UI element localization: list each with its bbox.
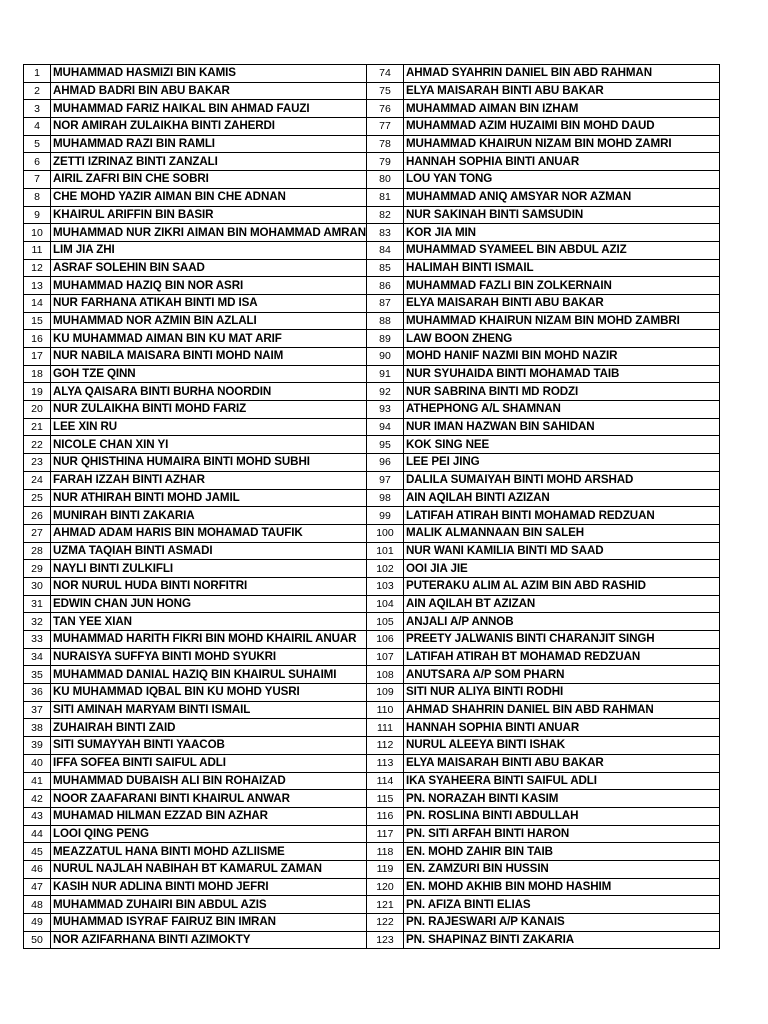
row-number-right: 112 bbox=[366, 737, 403, 755]
student-name-right: HANNAH SOPHIA BINTI ANUAR bbox=[403, 719, 719, 737]
table-row bbox=[24, 931, 720, 949]
row-number-left: 25 bbox=[24, 489, 51, 507]
student-name-left: NUR QHISTHINA HUMAIRA BINTI MOHD SUBHI bbox=[51, 454, 367, 472]
table-row bbox=[24, 613, 720, 631]
table-row bbox=[24, 666, 720, 684]
table-row bbox=[24, 401, 720, 419]
student-name-right: PN. RAJESWARI A/P KANAIS bbox=[403, 914, 719, 932]
row-number-left: 28 bbox=[24, 542, 51, 560]
row-number-left: 9 bbox=[24, 206, 51, 224]
student-name-right: LEE PEI JING bbox=[403, 454, 719, 472]
row-number-right: 119 bbox=[366, 860, 403, 878]
row-number-right: 120 bbox=[366, 878, 403, 896]
student-name-left: AHMAD ADAM HARIS BIN MOHAMAD TAUFIK bbox=[51, 524, 367, 542]
row-number-left: 46 bbox=[24, 860, 51, 878]
row-number-right: 121 bbox=[366, 896, 403, 914]
row-number-right: 78 bbox=[366, 135, 403, 153]
table-row bbox=[24, 294, 720, 312]
student-name-right: NUR WANI KAMILIA BINTI MD SAAD bbox=[403, 542, 719, 560]
row-number-right: 93 bbox=[366, 401, 403, 419]
table-row bbox=[24, 507, 720, 525]
row-number-right: 81 bbox=[366, 188, 403, 206]
student-name-right: HANNAH SOPHIA BINTI ANUAR bbox=[403, 153, 719, 171]
student-name-right: MUHAMMAD FAZLI BIN ZOLKERNAIN bbox=[403, 277, 719, 295]
row-number-right: 113 bbox=[366, 754, 403, 772]
row-number-right: 117 bbox=[366, 825, 403, 843]
row-number-right: 77 bbox=[366, 118, 403, 136]
table-row bbox=[24, 684, 720, 702]
table-row bbox=[24, 348, 720, 366]
table-row bbox=[24, 542, 720, 560]
student-name-right: MUHAMMAD SYAMEEL BIN ABDUL AZIZ bbox=[403, 241, 719, 259]
table-row bbox=[24, 224, 720, 242]
row-number-right: 90 bbox=[366, 348, 403, 366]
table-row bbox=[24, 454, 720, 472]
student-name-left: MUHAMMAD DANIAL HAZIQ BIN KHAIRUL SUHAIMI bbox=[51, 666, 367, 684]
student-name-left: EDWIN CHAN JUN HONG bbox=[51, 595, 367, 613]
table-row bbox=[24, 524, 720, 542]
student-name-right: LATIFAH ATIRAH BINTI MOHAMAD REDZUAN bbox=[403, 507, 719, 525]
row-number-left: 16 bbox=[24, 330, 51, 348]
row-number-left: 35 bbox=[24, 666, 51, 684]
table-row bbox=[24, 100, 720, 118]
row-number-left: 33 bbox=[24, 631, 51, 649]
row-number-left: 11 bbox=[24, 241, 51, 259]
row-number-right: 82 bbox=[366, 206, 403, 224]
row-number-right: 110 bbox=[366, 701, 403, 719]
student-name-right: PN. AFIZA BINTI ELIAS bbox=[403, 896, 719, 914]
table-row bbox=[24, 560, 720, 578]
student-name-left: LIM JIA ZHI bbox=[51, 241, 367, 259]
student-name-left: IFFA SOFEA BINTI SAIFUL ADLI bbox=[51, 754, 367, 772]
student-name-left: KU MUHAMMAD IQBAL BIN KU MOHD YUSRI bbox=[51, 684, 367, 702]
student-name-right: SITI NUR ALIYA BINTI RODHI bbox=[403, 684, 719, 702]
row-number-left: 21 bbox=[24, 418, 51, 436]
table-row bbox=[24, 241, 720, 259]
row-number-left: 38 bbox=[24, 719, 51, 737]
row-number-left: 27 bbox=[24, 524, 51, 542]
student-name-right: AHMAD SYAHRIN DANIEL BIN ABD RAHMAN bbox=[403, 65, 719, 83]
row-number-right: 89 bbox=[366, 330, 403, 348]
student-name-left: MUHAMMAD FARIZ HAIKAL BIN AHMAD FAUZI bbox=[51, 100, 367, 118]
student-name-right: PN. ROSLINA BINTI ABDULLAH bbox=[403, 807, 719, 825]
row-number-left: 40 bbox=[24, 754, 51, 772]
student-name-right: NUR SABRINA BINTI MD RODZI bbox=[403, 383, 719, 401]
table-row bbox=[24, 65, 720, 83]
row-number-left: 13 bbox=[24, 277, 51, 295]
row-number-right: 123 bbox=[366, 931, 403, 949]
student-name-right: LOU YAN TONG bbox=[403, 171, 719, 189]
student-name-left: NUR ATHIRAH BINTI MOHD JAMIL bbox=[51, 489, 367, 507]
row-number-left: 8 bbox=[24, 188, 51, 206]
row-number-right: 97 bbox=[366, 471, 403, 489]
student-name-left: NAYLI BINTI ZULKIFLI bbox=[51, 560, 367, 578]
student-name-left: NOR AMIRAH ZULAIKHA BINTI ZAHERDI bbox=[51, 118, 367, 136]
table-row bbox=[24, 577, 720, 595]
student-name-right: LATIFAH ATIRAH BT MOHAMAD REDZUAN bbox=[403, 648, 719, 666]
student-name-left: AHMAD BADRI BIN ABU BAKAR bbox=[51, 82, 367, 100]
student-name-right: HALIMAH BINTI ISMAIL bbox=[403, 259, 719, 277]
student-name-right: KOK SING NEE bbox=[403, 436, 719, 454]
student-name-right: NURUL ALEEYA BINTI ISHAK bbox=[403, 737, 719, 755]
student-name-left: MUHAMMAD ZUHAIRI BIN ABDUL AZIS bbox=[51, 896, 367, 914]
student-name-right: MOHD HANIF NAZMI BIN MOHD NAZIR bbox=[403, 348, 719, 366]
student-name-left: NUR NABILA MAISARA BINTI MOHD NAIM bbox=[51, 348, 367, 366]
student-name-left: TAN YEE XIAN bbox=[51, 613, 367, 631]
row-number-right: 74 bbox=[366, 65, 403, 83]
student-name-left: ZUHAIRAH BINTI ZAID bbox=[51, 719, 367, 737]
table-row bbox=[24, 631, 720, 649]
table-row bbox=[24, 790, 720, 808]
row-number-left: 6 bbox=[24, 153, 51, 171]
student-name-right: MUHAMMAD KHAIRUN NIZAM BIN MOHD ZAMBRI bbox=[403, 312, 719, 330]
row-number-left: 18 bbox=[24, 365, 51, 383]
row-number-right: 99 bbox=[366, 507, 403, 525]
student-name-right: ANJALI A/P ANNOB bbox=[403, 613, 719, 631]
row-number-left: 10 bbox=[24, 224, 51, 242]
row-number-left: 14 bbox=[24, 294, 51, 312]
row-number-right: 104 bbox=[366, 595, 403, 613]
row-number-right: 122 bbox=[366, 914, 403, 932]
table-row bbox=[24, 701, 720, 719]
student-name-left: MUHAMAD HILMAN EZZAD BIN AZHAR bbox=[51, 807, 367, 825]
student-name-left: MUHAMMAD DUBAISH ALI BIN ROHAIZAD bbox=[51, 772, 367, 790]
student-name-left: ZETTI IZRINAZ BINTI ZANZALI bbox=[51, 153, 367, 171]
student-name-left: KHAIRUL ARIFFIN BIN BASIR bbox=[51, 206, 367, 224]
row-number-left: 17 bbox=[24, 348, 51, 366]
table-row bbox=[24, 418, 720, 436]
row-number-left: 7 bbox=[24, 171, 51, 189]
student-name-left: MUHAMMAD NUR ZIKRI AIMAN BIN MOHAMMAD AMRAN bbox=[51, 224, 367, 242]
student-name-left: NURUL NAJLAH NABIHAH BT KAMARUL ZAMAN bbox=[51, 860, 367, 878]
student-name-left: FARAH IZZAH BINTI AZHAR bbox=[51, 471, 367, 489]
table-row bbox=[24, 383, 720, 401]
row-number-right: 75 bbox=[366, 82, 403, 100]
student-name-right: AIN AQILAH BT AZIZAN bbox=[403, 595, 719, 613]
row-number-right: 114 bbox=[366, 772, 403, 790]
student-name-left: LOOI QING PENG bbox=[51, 825, 367, 843]
student-name-left: ASRAF SOLEHIN BIN SAAD bbox=[51, 259, 367, 277]
table-row bbox=[24, 171, 720, 189]
student-name-right: PN. SHAPINAZ BINTI ZAKARIA bbox=[403, 931, 719, 949]
student-name-left: UZMA TAQIAH BINTI ASMADI bbox=[51, 542, 367, 560]
student-name-left: ALYA QAISARA BINTI BURHA NOORDIN bbox=[51, 383, 367, 401]
row-number-left: 50 bbox=[24, 931, 51, 949]
table-row bbox=[24, 914, 720, 932]
student-name-right: MUHAMMAD AZIM HUZAIMI BIN MOHD DAUD bbox=[403, 118, 719, 136]
table-row bbox=[24, 807, 720, 825]
row-number-right: 107 bbox=[366, 648, 403, 666]
student-name-right: ANUTSARA A/P SOM PHARN bbox=[403, 666, 719, 684]
row-number-right: 115 bbox=[366, 790, 403, 808]
row-number-left: 20 bbox=[24, 401, 51, 419]
student-name-right: MALIK ALMANNAAN BIN SALEH bbox=[403, 524, 719, 542]
table-row bbox=[24, 153, 720, 171]
student-name-left: MUHAMMAD HARITH FIKRI BIN MOHD KHAIRIL ANUAR bbox=[51, 631, 367, 649]
row-number-left: 4 bbox=[24, 118, 51, 136]
student-name-left: MUHAMMAD RAZI BIN RAMLI bbox=[51, 135, 367, 153]
table-row bbox=[24, 489, 720, 507]
student-name-left: MEAZZATUL HANA BINTI MOHD AZLIISME bbox=[51, 843, 367, 861]
student-name-left: NOR NURUL HUDA BINTI NORFITRI bbox=[51, 577, 367, 595]
student-name-left: MUNIRAH BINTI ZAKARIA bbox=[51, 507, 367, 525]
row-number-left: 15 bbox=[24, 312, 51, 330]
table-row bbox=[24, 825, 720, 843]
row-number-right: 96 bbox=[366, 454, 403, 472]
student-name-right: EN. MOHD ZAHIR BIN TAIB bbox=[403, 843, 719, 861]
table-row bbox=[24, 118, 720, 136]
student-name-left: CHE MOHD YAZIR AIMAN BIN CHE ADNAN bbox=[51, 188, 367, 206]
student-name-right: LAW BOON ZHENG bbox=[403, 330, 719, 348]
student-name-left: GOH TZE QINN bbox=[51, 365, 367, 383]
student-name-right: ELYA MAISARAH BINTI ABU BAKAR bbox=[403, 754, 719, 772]
student-name-right: MUHAMMAD ANIQ AMSYAR NOR AZMAN bbox=[403, 188, 719, 206]
table-row bbox=[24, 206, 720, 224]
table-row bbox=[24, 878, 720, 896]
student-name-right: NUR SAKINAH BINTI SAMSUDIN bbox=[403, 206, 719, 224]
row-number-right: 92 bbox=[366, 383, 403, 401]
student-name-right: MUHAMMAD AIMAN BIN IZHAM bbox=[403, 100, 719, 118]
name-list-body bbox=[24, 65, 720, 949]
row-number-right: 83 bbox=[366, 224, 403, 242]
row-number-left: 44 bbox=[24, 825, 51, 843]
row-number-left: 29 bbox=[24, 560, 51, 578]
student-name-left: NUR FARHANA ATIKAH BINTI MD ISA bbox=[51, 294, 367, 312]
student-name-left: AIRIL ZAFRI BIN CHE SOBRI bbox=[51, 171, 367, 189]
row-number-left: 41 bbox=[24, 772, 51, 790]
table-row bbox=[24, 595, 720, 613]
row-number-right: 76 bbox=[366, 100, 403, 118]
student-name-right: OOI JIA JIE bbox=[403, 560, 719, 578]
table-row bbox=[24, 648, 720, 666]
row-number-left: 30 bbox=[24, 577, 51, 595]
table-row bbox=[24, 135, 720, 153]
student-name-right: ELYA MAISARAH BINTI ABU BAKAR bbox=[403, 294, 719, 312]
student-name-right: PN. SITI ARFAH BINTI HARON bbox=[403, 825, 719, 843]
row-number-left: 37 bbox=[24, 701, 51, 719]
table-row bbox=[24, 754, 720, 772]
row-number-left: 43 bbox=[24, 807, 51, 825]
table-row bbox=[24, 188, 720, 206]
row-number-left: 31 bbox=[24, 595, 51, 613]
row-number-right: 103 bbox=[366, 577, 403, 595]
row-number-right: 116 bbox=[366, 807, 403, 825]
student-name-right: ELYA MAISARAH BINTI ABU BAKAR bbox=[403, 82, 719, 100]
row-number-left: 47 bbox=[24, 878, 51, 896]
table-row bbox=[24, 259, 720, 277]
row-number-left: 22 bbox=[24, 436, 51, 454]
row-number-right: 118 bbox=[366, 843, 403, 861]
student-name-right: PN. NORAZAH BINTI KASIM bbox=[403, 790, 719, 808]
row-number-right: 108 bbox=[366, 666, 403, 684]
row-number-left: 23 bbox=[24, 454, 51, 472]
student-name-left: SITI AMINAH MARYAM BINTI ISMAIL bbox=[51, 701, 367, 719]
row-number-right: 98 bbox=[366, 489, 403, 507]
table-row bbox=[24, 436, 720, 454]
row-number-right: 88 bbox=[366, 312, 403, 330]
student-name-left: LEE XIN RU bbox=[51, 418, 367, 436]
student-name-left: KU MUHAMMAD AIMAN BIN KU MAT ARIF bbox=[51, 330, 367, 348]
student-name-right: PUTERAKU ALIM AL AZIM BIN ABD RASHID bbox=[403, 577, 719, 595]
table-row bbox=[24, 277, 720, 295]
row-number-left: 48 bbox=[24, 896, 51, 914]
row-number-right: 102 bbox=[366, 560, 403, 578]
row-number-left: 26 bbox=[24, 507, 51, 525]
table-row bbox=[24, 843, 720, 861]
table-row bbox=[24, 82, 720, 100]
row-number-right: 94 bbox=[366, 418, 403, 436]
row-number-right: 85 bbox=[366, 259, 403, 277]
name-list-sheet bbox=[23, 64, 720, 949]
row-number-left: 42 bbox=[24, 790, 51, 808]
row-number-right: 79 bbox=[366, 153, 403, 171]
student-name-right: AIN AQILAH BINTI AZIZAN bbox=[403, 489, 719, 507]
table-row bbox=[24, 719, 720, 737]
table-row bbox=[24, 471, 720, 489]
name-list-table bbox=[23, 64, 720, 949]
table-row bbox=[24, 312, 720, 330]
student-name-right: MUHAMMAD KHAIRUN NIZAM BIN MOHD ZAMRI bbox=[403, 135, 719, 153]
row-number-left: 1 bbox=[24, 65, 51, 83]
row-number-left: 36 bbox=[24, 684, 51, 702]
row-number-right: 106 bbox=[366, 631, 403, 649]
student-name-left: MUHAMMAD HAZIQ BIN NOR ASRI bbox=[51, 277, 367, 295]
row-number-right: 87 bbox=[366, 294, 403, 312]
student-name-left: NOOR ZAAFARANI BINTI KHAIRUL ANWAR bbox=[51, 790, 367, 808]
row-number-left: 24 bbox=[24, 471, 51, 489]
row-number-right: 95 bbox=[366, 436, 403, 454]
row-number-left: 45 bbox=[24, 843, 51, 861]
row-number-left: 2 bbox=[24, 82, 51, 100]
row-number-right: 100 bbox=[366, 524, 403, 542]
student-name-right: ATHEPHONG A/L SHAMNAN bbox=[403, 401, 719, 419]
row-number-left: 49 bbox=[24, 914, 51, 932]
student-name-left: MUHAMMAD HASMIZI BIN KAMIS bbox=[51, 65, 367, 83]
student-name-left: KASIH NUR ADLINA BINTI MOHD JEFRI bbox=[51, 878, 367, 896]
student-name-right: EN. ZAMZURI BIN HUSSIN bbox=[403, 860, 719, 878]
student-name-right: NUR IMAN HAZWAN BIN SAHIDAN bbox=[403, 418, 719, 436]
student-name-right: KOR JIA MIN bbox=[403, 224, 719, 242]
student-name-left: MUHAMMAD NOR AZMIN BIN AZLALI bbox=[51, 312, 367, 330]
table-row bbox=[24, 737, 720, 755]
row-number-left: 39 bbox=[24, 737, 51, 755]
student-name-right: EN. MOHD AKHIB BIN MOHD HASHIM bbox=[403, 878, 719, 896]
student-name-right: AHMAD SHAHRIN DANIEL BIN ABD RAHMAN bbox=[403, 701, 719, 719]
row-number-right: 105 bbox=[366, 613, 403, 631]
student-name-left: MUHAMMAD ISYRAF FAIRUZ BIN IMRAN bbox=[51, 914, 367, 932]
student-name-right: PREETY JALWANIS BINTI CHARANJIT SINGH bbox=[403, 631, 719, 649]
row-number-left: 5 bbox=[24, 135, 51, 153]
row-number-right: 109 bbox=[366, 684, 403, 702]
row-number-left: 32 bbox=[24, 613, 51, 631]
table-row bbox=[24, 365, 720, 383]
row-number-left: 19 bbox=[24, 383, 51, 401]
row-number-right: 84 bbox=[366, 241, 403, 259]
student-name-left: NUR ZULAIKHA BINTI MOHD FARIZ bbox=[51, 401, 367, 419]
student-name-left: NOR AZIFARHANA BINTI AZIMOKTY bbox=[51, 931, 367, 949]
row-number-right: 91 bbox=[366, 365, 403, 383]
student-name-right: IKA SYAHEERA BINTI SAIFUL ADLI bbox=[403, 772, 719, 790]
row-number-left: 3 bbox=[24, 100, 51, 118]
row-number-left: 34 bbox=[24, 648, 51, 666]
student-name-right: NUR SYUHAIDA BINTI MOHAMAD TAIB bbox=[403, 365, 719, 383]
table-row bbox=[24, 330, 720, 348]
row-number-right: 86 bbox=[366, 277, 403, 295]
student-name-left: NICOLE CHAN XIN YI bbox=[51, 436, 367, 454]
student-name-right: DALILA SUMAIYAH BINTI MOHD ARSHAD bbox=[403, 471, 719, 489]
row-number-right: 111 bbox=[366, 719, 403, 737]
row-number-right: 80 bbox=[366, 171, 403, 189]
student-name-left: NURAISYA SUFFYA BINTI MOHD SYUKRI bbox=[51, 648, 367, 666]
row-number-left: 12 bbox=[24, 259, 51, 277]
table-row bbox=[24, 896, 720, 914]
table-row bbox=[24, 860, 720, 878]
student-name-left: SITI SUMAYYAH BINTI YAACOB bbox=[51, 737, 367, 755]
table-row bbox=[24, 772, 720, 790]
row-number-right: 101 bbox=[366, 542, 403, 560]
